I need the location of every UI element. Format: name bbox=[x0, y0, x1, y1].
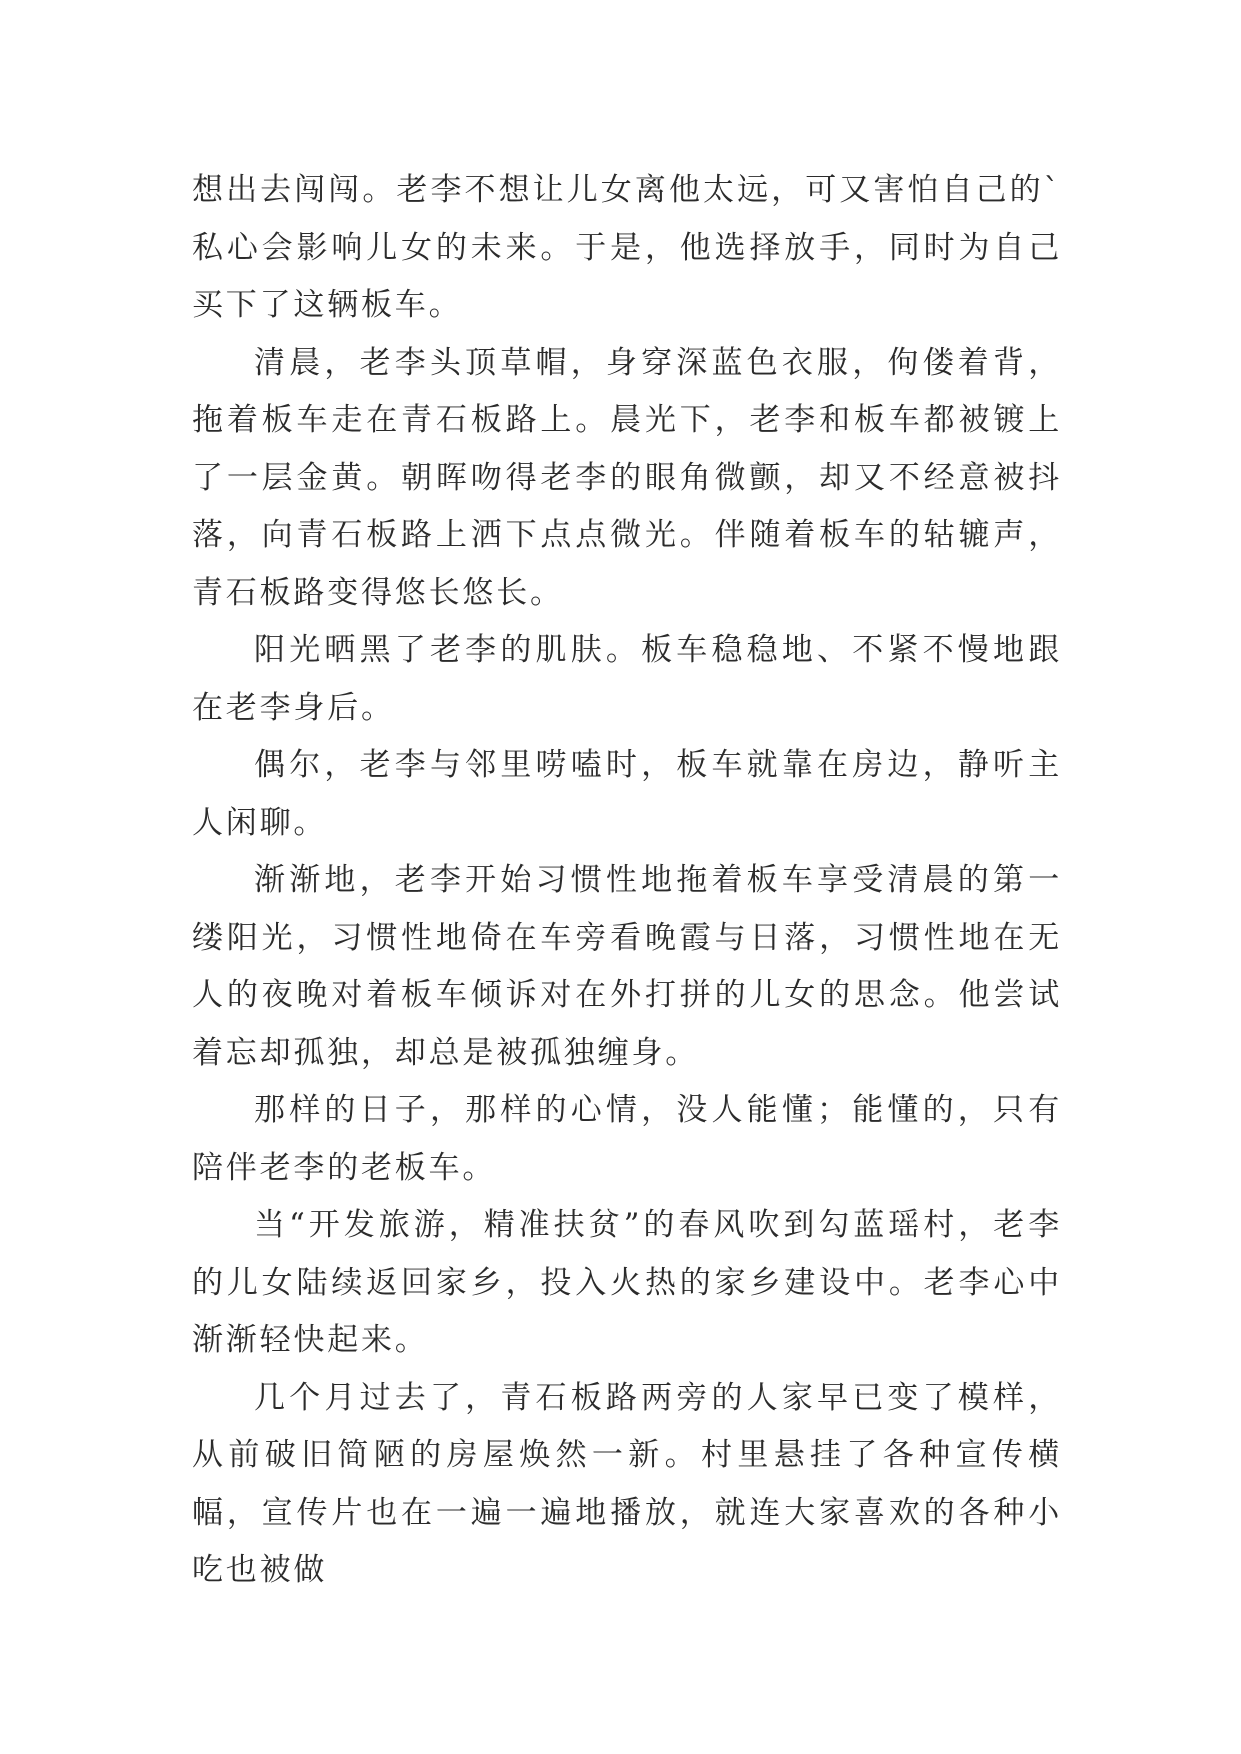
paragraph-4: 偶尔，老李与邻里唠嗑时，板车就靠在房边，静听主人闲聊。 bbox=[192, 747, 1062, 841]
paragraph-1: 想出去闯闯。老李不想让儿女离他太远，可又害怕自己的`私心会影响儿女的未来。于是，他选择放手，同时为自己买下了这辆板车。 bbox=[192, 172, 1062, 323]
paragraph-8: 几个月过去了，青石板路两旁的人家早已变了模样，从前破旧简陋的房屋焕然一新。村里悬挂了各种宣传横幅，宣传片也在一遍一遍地播放，就连大家喜欢的各种小吃也被做 bbox=[192, 1379, 1062, 1588]
paragraph-3: 阳光晒黑了老李的肌肤。板车稳稳地、不紧不慢地跟在老李身后。 bbox=[192, 632, 1062, 726]
paragraph-5: 渐渐地，老李开始习惯性地拖着板车享受清晨的第一缕阳光，习惯性地倚在车旁看晚霞与日落，习惯性地在无人的夜晚对着板车倾诉对在外打拼的儿女的思念。他尝试着忘却孤独，却总是被孤独缠身。 bbox=[192, 862, 1062, 1071]
document-body bbox=[192, 162, 1062, 1600]
paragraph-6: 那样的日子，那样的心情，没人能懂；能懂的，只有陪伴老李的老板车。 bbox=[192, 1092, 1062, 1186]
paragraph-2: 清晨，老李头顶草帽，身穿深蓝色衣服，佝偻着背，拖着板车走在青石板路上。晨光下，老李和板车都被镀上了一层金黄。朝晖吻得老李的眼角微颤，却又不经意被抖落，向青石板路上洒下点点微光。伴随着板车的轱辘声，青石板路变得悠长悠长。 bbox=[192, 344, 1062, 611]
paragraph-7: 当“开发旅游，精准扶贫”的春风吹到勾蓝瑶村，老李的儿女陆续返回家乡，投入火热的家乡建设中。老李心中渐渐轻快起来。 bbox=[192, 1207, 1062, 1358]
